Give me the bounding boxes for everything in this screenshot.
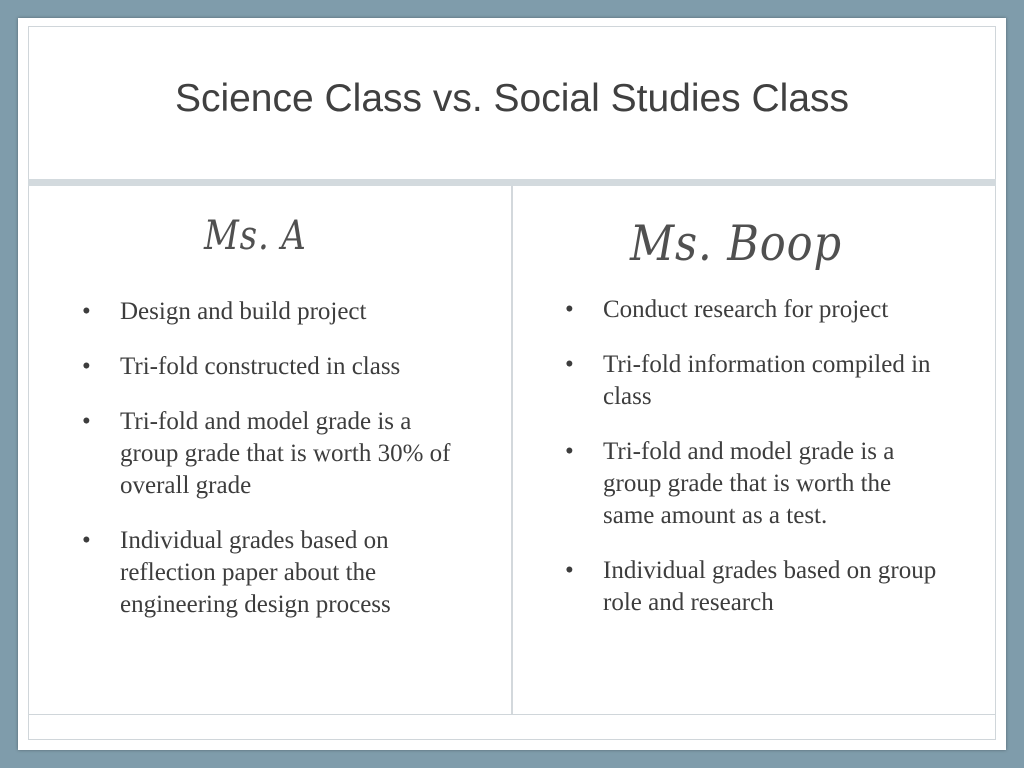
list-item-text: Design and build project [120,298,367,325]
bullet-icon: • [82,298,91,325]
bullet-icon: • [565,557,574,584]
slide-title: Science Class vs. Social Studies Class [174,77,850,120]
list-item [565,349,945,413]
list-item-text: Tri-fold information compiled in class [603,351,931,410]
list-item [82,296,474,328]
left-column-heading: Ms. A [204,213,307,259]
list-item [82,406,474,502]
right-bullet-list [565,294,945,642]
right-column-heading: Ms. Boop [630,215,842,272]
list-item-text: Individual grades based on reflection paper about the engineering design process [120,527,391,618]
list-item-text: Tri-fold and model grade is a group grade that is worth 30% of overall grade [120,408,451,499]
list-item [82,351,474,383]
list-item-text: Conduct research for project [603,296,889,323]
bullet-icon: • [565,351,574,378]
bullet-icon: • [82,408,91,435]
bullet-icon: • [565,438,574,465]
column-divider [511,186,513,715]
left-bullet-list [82,296,474,644]
list-item-text: Tri-fold constructed in class [120,353,401,380]
slide [18,18,1006,750]
bullet-icon: • [82,527,91,554]
list-item [82,525,474,621]
bullet-icon: • [82,353,91,380]
list-item [565,436,945,532]
list-item-text: Individual grades based on group role and research [603,557,937,616]
bullet-icon: • [565,296,574,323]
title-area [18,18,1006,188]
footer-divider [28,714,996,715]
list-item [565,294,945,326]
list-item [565,555,945,619]
list-item-text: Tri-fold and model grade is a group grade that is worth the same amount as a test. [603,438,895,529]
title-divider [28,179,996,186]
